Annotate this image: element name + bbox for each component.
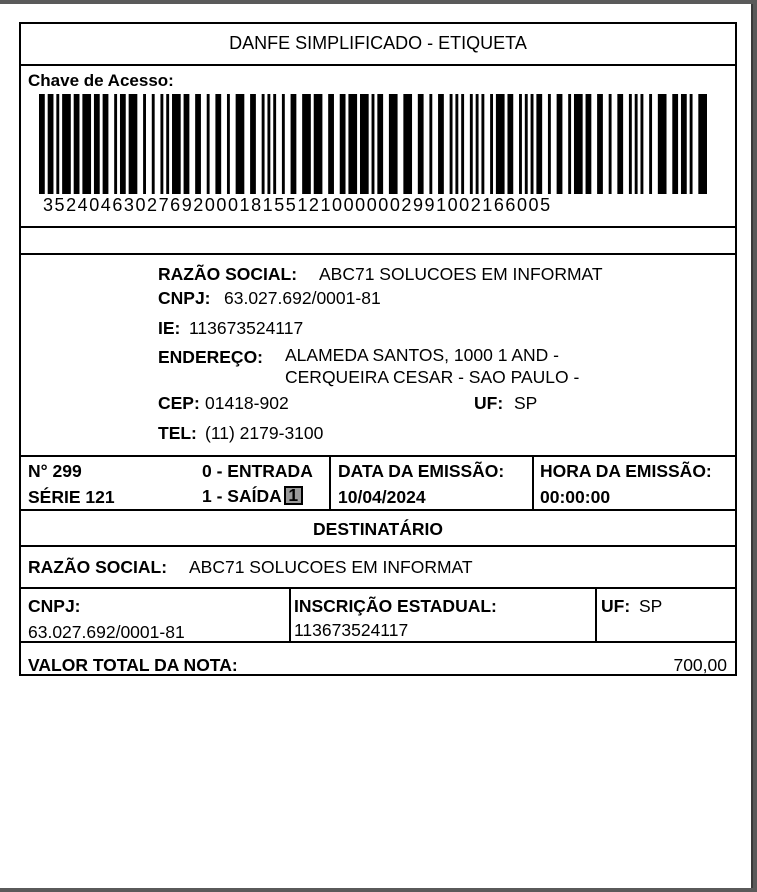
data-emissao: 10/04/2024 <box>338 487 426 507</box>
barcode-bar <box>629 94 632 194</box>
nota-numero: N° 299 <box>28 461 82 481</box>
barcode-bar <box>496 94 505 194</box>
barcode-bar <box>377 94 383 194</box>
barcode-bar <box>640 94 643 194</box>
barcode-bar <box>429 94 432 194</box>
barcode-bar <box>39 94 45 194</box>
document-title: DANFE SIMPLIFICADO - ETIQUETA <box>229 33 527 53</box>
nota-saida-row <box>202 486 303 506</box>
barcode-bar <box>672 94 678 194</box>
destinatario-uf-label: UF: <box>601 596 631 616</box>
divider <box>21 226 735 228</box>
barcode-bar <box>507 94 513 194</box>
destinatario-razao: ABC71 SOLUCOES EM INFORMAT <box>189 557 473 577</box>
divider <box>21 455 735 457</box>
barcode-bar <box>166 94 169 194</box>
destinatario-cnpj-label: CNPJ: <box>28 596 81 616</box>
destinatario-uf: SP <box>639 596 663 616</box>
emitente-cep: 01418-902 <box>205 393 289 413</box>
barcode-bar <box>62 94 71 194</box>
barcode-bar <box>450 94 453 194</box>
barcode-bar <box>525 94 528 194</box>
barcode-bar <box>103 94 109 194</box>
barcode-bar <box>461 94 464 194</box>
emitente-cnpj-label: CNPJ: <box>158 288 211 308</box>
barcode-bar <box>681 94 687 194</box>
barcode-bar <box>291 94 297 194</box>
divider <box>21 64 735 66</box>
emitente-ie-label: IE: <box>158 318 181 338</box>
barcode-bar <box>74 94 80 194</box>
barcode <box>39 94 707 194</box>
barcode-bar <box>574 94 583 194</box>
barcode-bar <box>56 94 59 194</box>
barcode-bar <box>531 94 534 194</box>
divider <box>21 641 735 643</box>
barcode-bar <box>690 94 693 194</box>
barcode-bar <box>195 94 201 194</box>
barcode-bar <box>207 94 210 194</box>
barcode-bar <box>340 94 346 194</box>
emitente-endereco-line2: CERQUEIRA CESAR - SAO PAULO - <box>285 367 580 387</box>
nota-serie: SÉRIE 121 <box>28 487 115 507</box>
barcode-bar <box>172 94 181 194</box>
barcode-bar <box>160 94 163 194</box>
chave-digits: 35240463027692000181551210000002991002166005 <box>43 195 552 215</box>
emitente-cep-label: CEP: <box>158 393 200 413</box>
emitente-endereco-line1: ALAMEDA SANTOS, 1000 1 AND - <box>285 345 559 365</box>
barcode-bar <box>302 94 311 194</box>
barcode-bar <box>236 94 245 194</box>
barcode-bar <box>215 94 221 194</box>
barcode-bar <box>438 94 444 194</box>
divider <box>532 455 534 509</box>
barcode-bar <box>282 94 285 194</box>
page <box>0 4 753 888</box>
barcode-bar <box>48 94 54 194</box>
emitente-ie: 113673524117 <box>189 318 304 338</box>
barcode-bar <box>267 94 270 194</box>
destinatario-razao-label: RAZÃO SOCIAL: <box>28 557 168 577</box>
emitente-uf: SP <box>514 393 538 413</box>
emitente-razao: ABC71 SOLUCOES EM INFORMAT <box>319 264 603 284</box>
emitente-tel-label: TEL: <box>158 423 197 443</box>
barcode-bar <box>403 94 412 194</box>
divider <box>21 545 735 547</box>
destinatario-ie-label: INSCRIÇÃO ESTADUAL: <box>294 596 497 616</box>
nota-saida: 1 - SAÍDA <box>202 486 282 506</box>
barcode-bar <box>649 94 652 194</box>
divider <box>329 455 331 509</box>
nota-tipo-box: 1 <box>284 486 303 505</box>
barcode-bar <box>470 94 473 194</box>
barcode-bar <box>227 94 230 194</box>
barcode-bar <box>372 94 375 194</box>
hora-emissao-label: HORA DA EMISSÃO: <box>540 461 712 481</box>
destinatario-cnpj: 63.027.692/0001-81 <box>28 622 185 642</box>
barcode-bar <box>455 94 458 194</box>
hora-emissao: 00:00:00 <box>540 487 611 507</box>
barcode-bar <box>389 94 398 194</box>
divider <box>289 587 291 641</box>
barcode-bar <box>143 94 146 194</box>
barcode-bar <box>548 94 551 194</box>
danfe-label <box>19 22 737 676</box>
divider <box>21 587 735 589</box>
emitente-cnpj: 63.027.692/0001-81 <box>224 288 381 308</box>
nota-entrada: 0 - ENTRADA <box>202 461 313 481</box>
barcode-bar <box>184 94 190 194</box>
barcode-bar <box>129 94 138 194</box>
barcode-bar <box>273 94 276 194</box>
barcode-bar <box>490 94 493 194</box>
emitente-uf-label: UF: <box>474 393 504 413</box>
barcode-bar <box>658 94 667 194</box>
emitente-razao-label: RAZÃO SOCIAL: <box>158 264 298 284</box>
divider <box>21 253 735 255</box>
barcode-bar <box>617 94 623 194</box>
barcode-bar <box>114 94 117 194</box>
barcode-bar <box>348 94 357 194</box>
data-emissao-label: DATA DA EMISSÃO: <box>338 461 505 481</box>
barcode-bar <box>314 94 323 194</box>
barcode-bar <box>418 94 424 194</box>
barcode-bar <box>94 94 100 194</box>
divider <box>21 509 735 511</box>
chave-label: Chave de Acesso: <box>28 71 174 90</box>
barcode-bar <box>481 94 484 194</box>
barcode-bar <box>262 94 265 194</box>
valor-total: 700,00 <box>673 655 727 675</box>
barcode-bar <box>557 94 563 194</box>
emitente-tel: (11) 2179-3100 <box>205 423 324 443</box>
barcode-bar <box>328 94 334 194</box>
destinatario-header: DESTINATÁRIO <box>313 519 443 539</box>
barcode-bar <box>597 94 603 194</box>
barcode-bar <box>250 94 256 194</box>
barcode-bar <box>586 94 592 194</box>
divider <box>595 587 597 641</box>
barcode-bar <box>568 94 571 194</box>
barcode-bar <box>635 94 638 194</box>
barcode-bar <box>536 94 542 194</box>
barcode-bar <box>152 94 155 194</box>
barcode-bar <box>360 94 369 194</box>
barcode-bar <box>519 94 522 194</box>
barcode-bar <box>476 94 479 194</box>
barcode-bar <box>698 94 707 194</box>
destinatario-ie: 113673524117 <box>294 620 409 640</box>
barcode-bar <box>609 94 612 194</box>
emitente-endereco-label: ENDEREÇO: <box>158 347 264 367</box>
valor-total-label: VALOR TOTAL DA NOTA: <box>28 655 238 675</box>
barcode-bar <box>120 94 126 194</box>
barcode-bar <box>82 94 91 194</box>
